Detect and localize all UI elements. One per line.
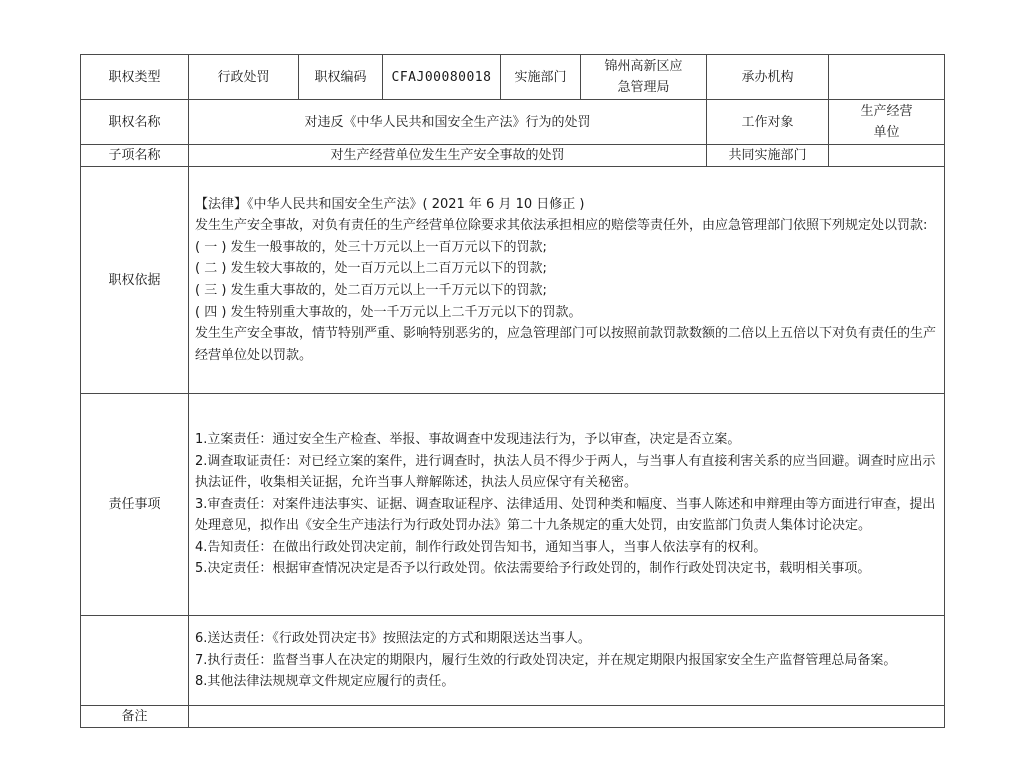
basis-paragraph: ( 三 ) 发生重大事故的，处二百万元以上一千万元以下的罚款; <box>195 283 547 298</box>
responsibility-paragraph: 5.决定责任：根据审查情况决定是否予以行政处罚。依法需要给予行政处罚的，制作行政处罚决定书，载明相关事项。 <box>195 561 871 577</box>
basis-paragraph: 发生生产安全事故，对负有责任的生产经营单位除要求其依法承担相应的赔偿等责任外，由应急管理部门依照下列规定处以罚款: <box>195 218 928 234</box>
label-implementing-dept: 实施部门 <box>501 55 581 100</box>
value-authority-type: 行政处罚 <box>189 55 299 100</box>
value-remarks <box>189 706 945 728</box>
label-work-target: 工作对象 <box>707 100 829 145</box>
label-remarks: 备注 <box>81 706 189 728</box>
value-joint-dept <box>829 145 945 167</box>
label-handling-org: 承办机构 <box>707 55 829 100</box>
responsibility-paragraph: 4.告知责任：在做出行政处罚决定前，制作行政处罚告知书，通知当事人，当事人依法享有的权利。 <box>195 539 767 555</box>
label-authority-type: 职权类型 <box>81 55 189 100</box>
label-responsibility: 责任事项 <box>81 394 189 616</box>
basis-paragraph: ( 一 ) 发生一般事故的，处三十万元以上一百万元以下的罚款; <box>195 239 547 255</box>
authority-table <box>80 54 945 728</box>
responsibility-paragraph: 2.调查取证责任：对已经立案的案件，进行调查时，执法人员不得少于两人，与当事人有直接利害关系的应当回避。调查时应出示执法证件，收集相关证据，允许当事人辩解陈述，执法人员应保守有关秘密。 <box>195 453 936 491</box>
basis-paragraph: 【法律】《中华人民共和国安全生产法》( 2021 年 6 月 10 日修正 ) <box>195 196 585 212</box>
value-authority-code: CFAJ00080018 <box>383 55 501 100</box>
label-joint-dept: 共同实施部门 <box>707 145 829 167</box>
value-implementing-dept-line2: 急管理局 <box>617 80 670 95</box>
value-authority-name: 对违反《中华人民共和国安全生产法》行为的处罚 <box>189 100 707 145</box>
responsibility-continued-content <box>189 616 945 706</box>
value-subitem-name: 对生产经营单位发生生产安全事故的处罚 <box>189 145 707 167</box>
label-authority-code: 职权编码 <box>299 55 383 100</box>
value-implementing-dept-line1: 锦州高新区应 <box>604 59 683 74</box>
responsibility-paragraph: 7.执行责任：监督当事人在决定的期限内，履行生效的行政处罚决定，并在规定期限内报国家安全生产监督管理总局备案。 <box>195 652 897 668</box>
responsibility-paragraph: 8.其他法律法规规章文件规定应履行的责任。 <box>195 674 455 690</box>
basis-paragraph: 发生生产安全事故，情节特别严重、影响特别恶劣的，应急管理部门可以按照前款罚款数额的二倍以上五倍以下对负有责任的生产经营单位处以罚款。 <box>195 326 937 363</box>
value-handling-org <box>829 55 945 100</box>
label-responsibility-continued <box>81 616 189 706</box>
basis-paragraph: ( 四 ) 发生特别重大事故的，处一千万元以上二千万元以下的罚款。 <box>195 304 582 320</box>
responsibility-content <box>189 394 945 616</box>
legal-basis-content <box>189 167 945 394</box>
value-work-target <box>829 100 945 145</box>
responsibility-paragraph: 1.立案责任：通过安全生产检查、举报、事故调查中发现违法行为，予以审查，决定是否立案。 <box>195 431 741 447</box>
responsibility-paragraph: 3.审查责任：对案件违法事实、证据、调查取证程序、法律适用、处罚种类和幅度、当事人陈述和申辩理由等方面进行审查，提出处理意见，拟作出《安全生产违法行为行政处罚办法》第二十九条规定的重大处罚，由安监部门负责人集体讨论决定。 <box>195 496 936 534</box>
label-authority-name: 职权名称 <box>81 100 189 145</box>
label-legal-basis: 职权依据 <box>81 167 189 394</box>
label-subitem-name: 子项名称 <box>81 145 189 167</box>
responsibility-paragraph: 6.送达责任：《行政处罚决定书》按照法定的方式和期限送达当事人。 <box>195 631 591 647</box>
basis-paragraph: ( 二 ) 发生较大事故的，处一百万元以上二百万元以下的罚款; <box>195 261 547 277</box>
value-work-target-line2: 单位 <box>873 125 900 140</box>
value-work-target-line1: 生产经营 <box>860 104 913 119</box>
value-implementing-dept <box>581 55 707 100</box>
